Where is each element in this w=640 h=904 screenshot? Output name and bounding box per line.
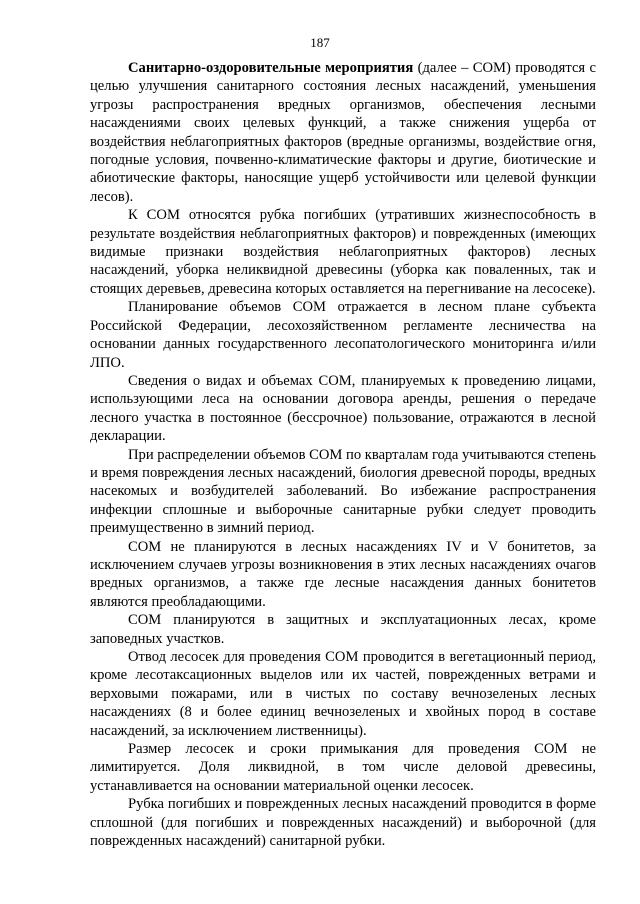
paragraph-som-felling: Рубка погибших и поврежденных лесных насаждений проводится в форме сплошной (для погибших и поврежденных насаждений) и выборочной (для поврежденных насаждений) санитарной рубки. xyxy=(90,796,596,850)
paragraph-text: (далее – СОМ) проводятся с целью улучшения санитарного состояния лесных насаждений, уменьшения угрозы распространения вредных организмов, обеспечения лесными насаждениями своих целевых функций, а также снижения ущерба от воздействия неблагоприятных факторов (вредные организмы, воздействие огня, погодные условия, почвенно-климатические факторы и другие, биотические и абиотические факторы, наносящие ущерб устойчивости или целевой функции лесов). xyxy=(90,60,596,205)
paragraph-som-forests: СОМ планируются в защитных и эксплуатационных лесах, кроме заповедных участков. xyxy=(90,612,596,647)
paragraph-som-allotment: Отвод лесосек для проведения СОМ проводится в вегетационный период, кроме лесотаксационных выделов или их частей, поврежденных ветрами и верховыми пожарами, или в чистых по составу вечнозеленых лесных насаждениях (8 и более единиц вечнозеленых и хвойных пород в составе насаждений, за исключением лиственницы). xyxy=(90,649,596,739)
paragraph-som-composition: К СОМ относятся рубка погибших (утративших жизнеспособность в результате воздействия неблагоприятных факторов) и поврежденных (имеющих видимые признаки воздействия неблагоприятных факторов) лесных насаждений, уборка неликвидной древесины (уборка как поваленных, так и стоящих деревьев, древесина которых оставляется на перегнивание на лесосеке). xyxy=(90,207,596,297)
term-bold: Санитарно-оздоровительные мероприятия xyxy=(128,60,414,76)
document-body xyxy=(90,59,596,850)
page-number: 187 xyxy=(310,35,330,50)
paragraph-som-size: Размер лесосек и сроки примыкания для проведения СОМ не лимитируется. Доля ликвидной, в том числе деловой древесины, устанавливается на основании материальной оценки лесосек. xyxy=(90,741,596,794)
paragraph-som-planning: Планирование объемов СОМ отражается в лесном плане субъекта Российской Федерации, лесохозяйственном регламенте лесничества на основании данных государственного лесопатологического мониторинга и/или ЛПО. xyxy=(90,299,596,371)
paragraph-som-bonitet: СОМ не планируются в лесных насаждениях IV и V бонитетов, за исключением случаев угрозы возникновения в этих лесных насаждениях очагов вредных организмов, а также где лесные насаждения данных бонитетов являются преобладающими. xyxy=(90,538,596,610)
paragraph-som-declaration: Сведения о видах и объемах СОМ, планируемых к проведению лицами, использующими леса на основании договора аренды, решения о передаче лесного участка в постоянное (бессрочное) пользование, отражаются в лесной декларации. xyxy=(90,372,596,445)
paragraph-som-quarters: При распределении объемов СОМ по кварталам года учитываются степень и время повреждения лесных насаждений, биология древесной породы, вредных насекомых и возбудителей заболеваний. Во избежание распространения инфекции сплошные и выборочные санитарные рубки следует проводить преимущественно в зимний период. xyxy=(90,446,597,537)
paragraph-som-definition xyxy=(90,59,596,206)
